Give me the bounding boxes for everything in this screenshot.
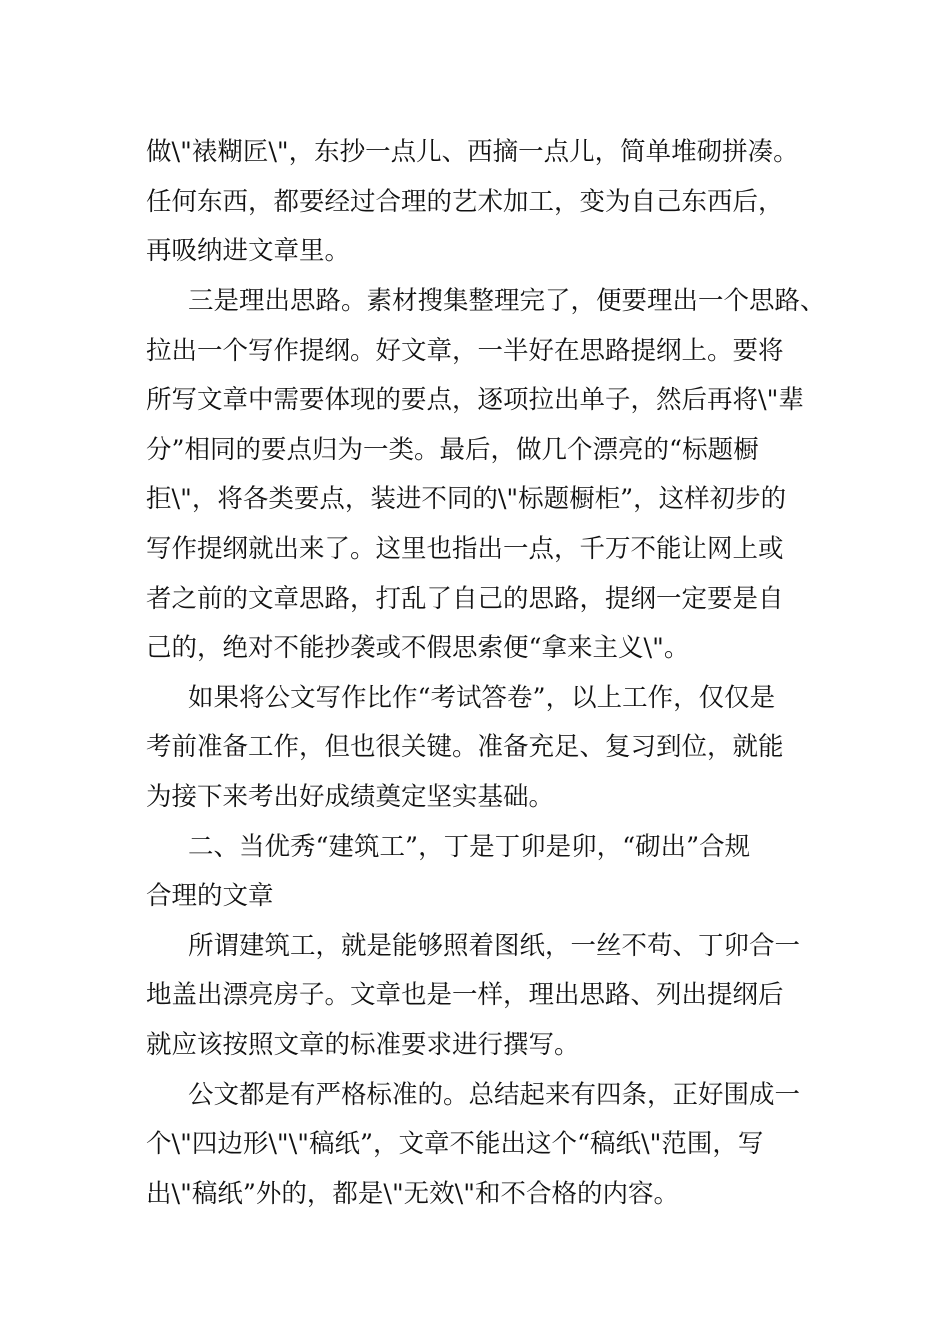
text-line: 出\"稿纸”外的，都是\"无效\"和不合格的内容。	[146, 1179, 679, 1209]
text-line: 写作提纲就出来了。这里也指出一点，千万不能让网上或	[146, 534, 784, 564]
text-line: 任何东西，都要经过合理的艺术加工，变为自己东西后，	[146, 187, 784, 217]
text-line: 地盖出漂亮房子。文章也是一样，理出思路、列出提纲后	[146, 980, 784, 1010]
paragraph-start-line: 三是理出思路。素材搜集整理完了，便要理出一个思路、	[188, 286, 826, 316]
text-line: 个\"四边形\"\"稿纸”，文章不能出这个“稿纸\"范围，写	[146, 1129, 764, 1159]
paragraph-start-line: 如果将公文写作比作“考试答卷”，以上工作，仅仅是	[188, 683, 776, 713]
section-heading-line: 合理的文章	[146, 881, 274, 911]
paragraph-start-line: 公文都是有严格标准的。总结起来有四条，正好围成一	[188, 1080, 801, 1110]
text-line: 做\"裱糊匠\"，东抄一点儿、西摘一点儿，简单堆砌拼凑。	[146, 137, 799, 167]
text-line: 再吸纳进文章里。	[146, 236, 351, 266]
text-line: 拉出一个写作提纲。好文章，一半好在思路提纲上。要将	[146, 336, 784, 366]
text-line: 己的，绝对不能抄袭或不假思索便“拿来主义\"。	[146, 633, 690, 663]
text-line: 为接下来考出好成绩奠定坚实基础。	[146, 782, 555, 812]
text-line: 考前准备工作，但也很关键。准备充足、复习到位，就能	[146, 732, 784, 762]
paragraph-start-line: 所谓建筑工，就是能够照着图纸，一丝不苟、丁卯合一	[188, 931, 801, 961]
text-line: 者之前的文章思路，打乱了自己的思路，提纲一定要是自	[146, 584, 784, 614]
text-line: 就应该按照文章的标准要求进行撰写。	[146, 1030, 580, 1060]
section-heading-line: 二、当优秀“建筑工”，丁是丁卯是卯，“砌出”合规	[188, 832, 751, 862]
text-line: 所写文章中需要体现的要点，逐项拉出单子，然后再将\"辈	[146, 385, 804, 415]
text-line: 分”相同的要点归为一类。最后，做几个漂亮的“标题橱	[146, 435, 759, 465]
text-line: 拒\"，将各类要点，装进不同的\"标题橱柜”，这样初步的	[146, 484, 787, 514]
